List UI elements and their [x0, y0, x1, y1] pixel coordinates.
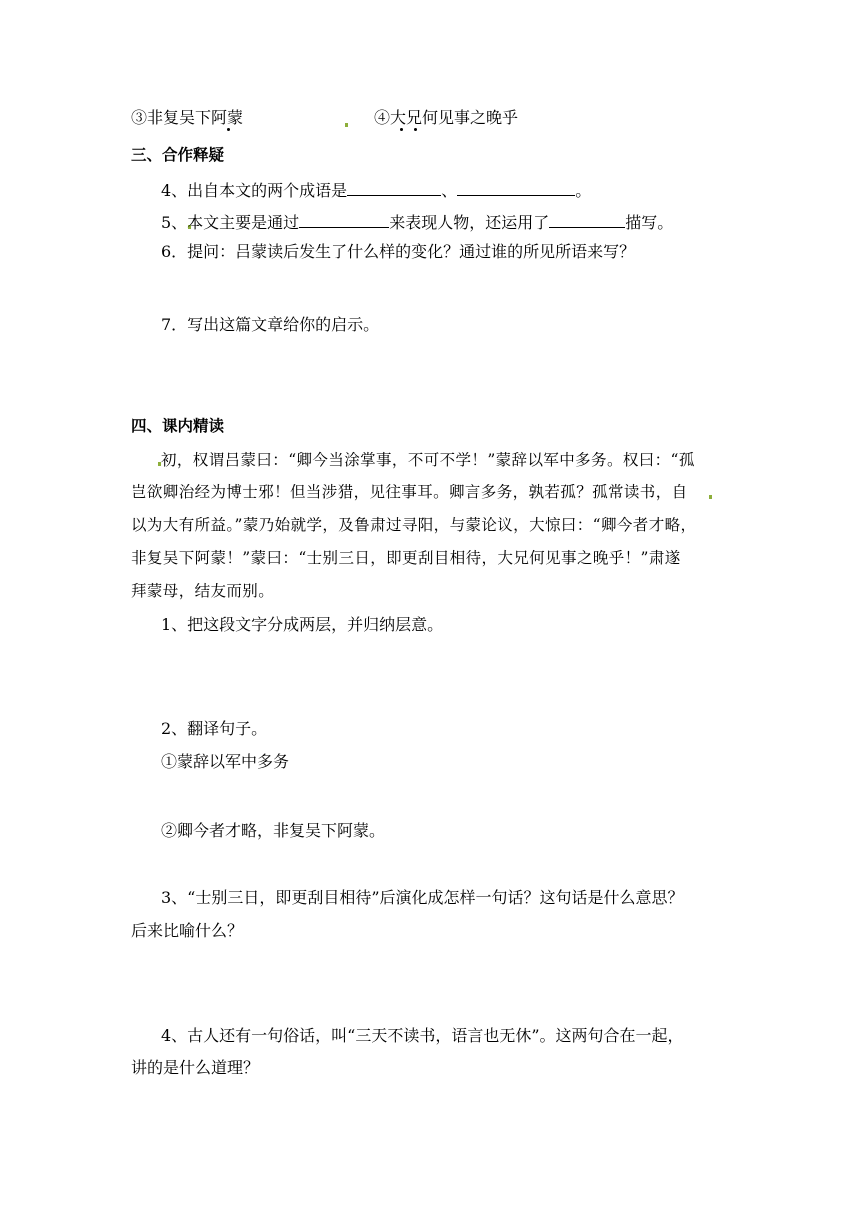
passage-line-1: 初，权谓吕蒙曰：“卿今当涂掌事，不可不学！”蒙辞以军中多务。权曰：“孤 [161, 451, 695, 469]
q5-end: 描写。 [625, 213, 674, 232]
emphasis-dot [400, 128, 403, 131]
question-4-4-line1: 4、古人还有一句俗话，叫“三天不读书，语言也无休”。这两句合在一起， [161, 1026, 684, 1045]
item-4: ④大兄何见事之晚乎 [374, 108, 519, 127]
passage-line-4: 非复吴下阿蒙！”蒙曰：“士别三日，即更刮目相待，大兄何见事之晚乎！”肃遂 [131, 549, 681, 567]
passage-line-2: 岂欲卿治经为博士邪！但当涉猎，见往事耳。卿言多务，孰若孤？孤常读书，自 [131, 483, 688, 501]
question-4-2a: ①蒙辞以军中多务 [161, 752, 290, 771]
answer-blank[interactable] [299, 212, 389, 228]
answer-blank[interactable] [549, 212, 625, 228]
section-heading-3: 三、合作释疑 [131, 146, 225, 164]
marker-dot [709, 495, 712, 499]
question-4-3-line2: 后来比喻什么？ [131, 921, 244, 940]
q4-end: 。 [575, 181, 592, 200]
marker-dot [345, 123, 348, 127]
answer-blank[interactable] [457, 180, 575, 196]
question-4-3-line1: 3、“士别三日，即更刮目相待”后演化成怎样一句话？这句话是什么意思？ [161, 888, 684, 907]
q5-text: 5、本文主要是通过 [161, 213, 300, 232]
answer-blank[interactable] [347, 180, 441, 196]
emphasis-dot [227, 128, 230, 131]
item-3: ③非复吴下阿蒙 [131, 108, 244, 127]
question-3-6: 6．提问：吕蒙读后发生了什么样的变化？通过谁的所见所语来写？ [161, 242, 636, 261]
question-4-2: 2、翻译句子。 [161, 719, 268, 738]
emphasis-dot [414, 128, 417, 131]
question-4-2b: ②卿今者才略，非复吴下阿蒙。 [161, 821, 386, 840]
question-3-5 [161, 212, 673, 233]
q4-sep: 、 [441, 181, 458, 200]
q4-text: 4、出自本文的两个成语是 [161, 181, 348, 200]
question-3-4 [161, 180, 591, 201]
question-4-4-line2: 讲的是什么道理？ [131, 1058, 260, 1077]
passage-line-3: 以为大有所益。”蒙乃始就学，及鲁肃过寻阳，与蒙论议，大惊曰：“卿今者才略， [131, 516, 697, 534]
passage-line-5: 拜蒙母，结友而别。 [131, 582, 275, 600]
section-heading-4: 四、课内精读 [131, 417, 225, 435]
question-4-1: 1、把这段文字分成两层，并归纳层意。 [161, 615, 444, 634]
question-3-7: 7．写出这篇文章给你的启示。 [161, 315, 380, 334]
q5-mid: 来表现人物，还运用了 [389, 213, 550, 232]
